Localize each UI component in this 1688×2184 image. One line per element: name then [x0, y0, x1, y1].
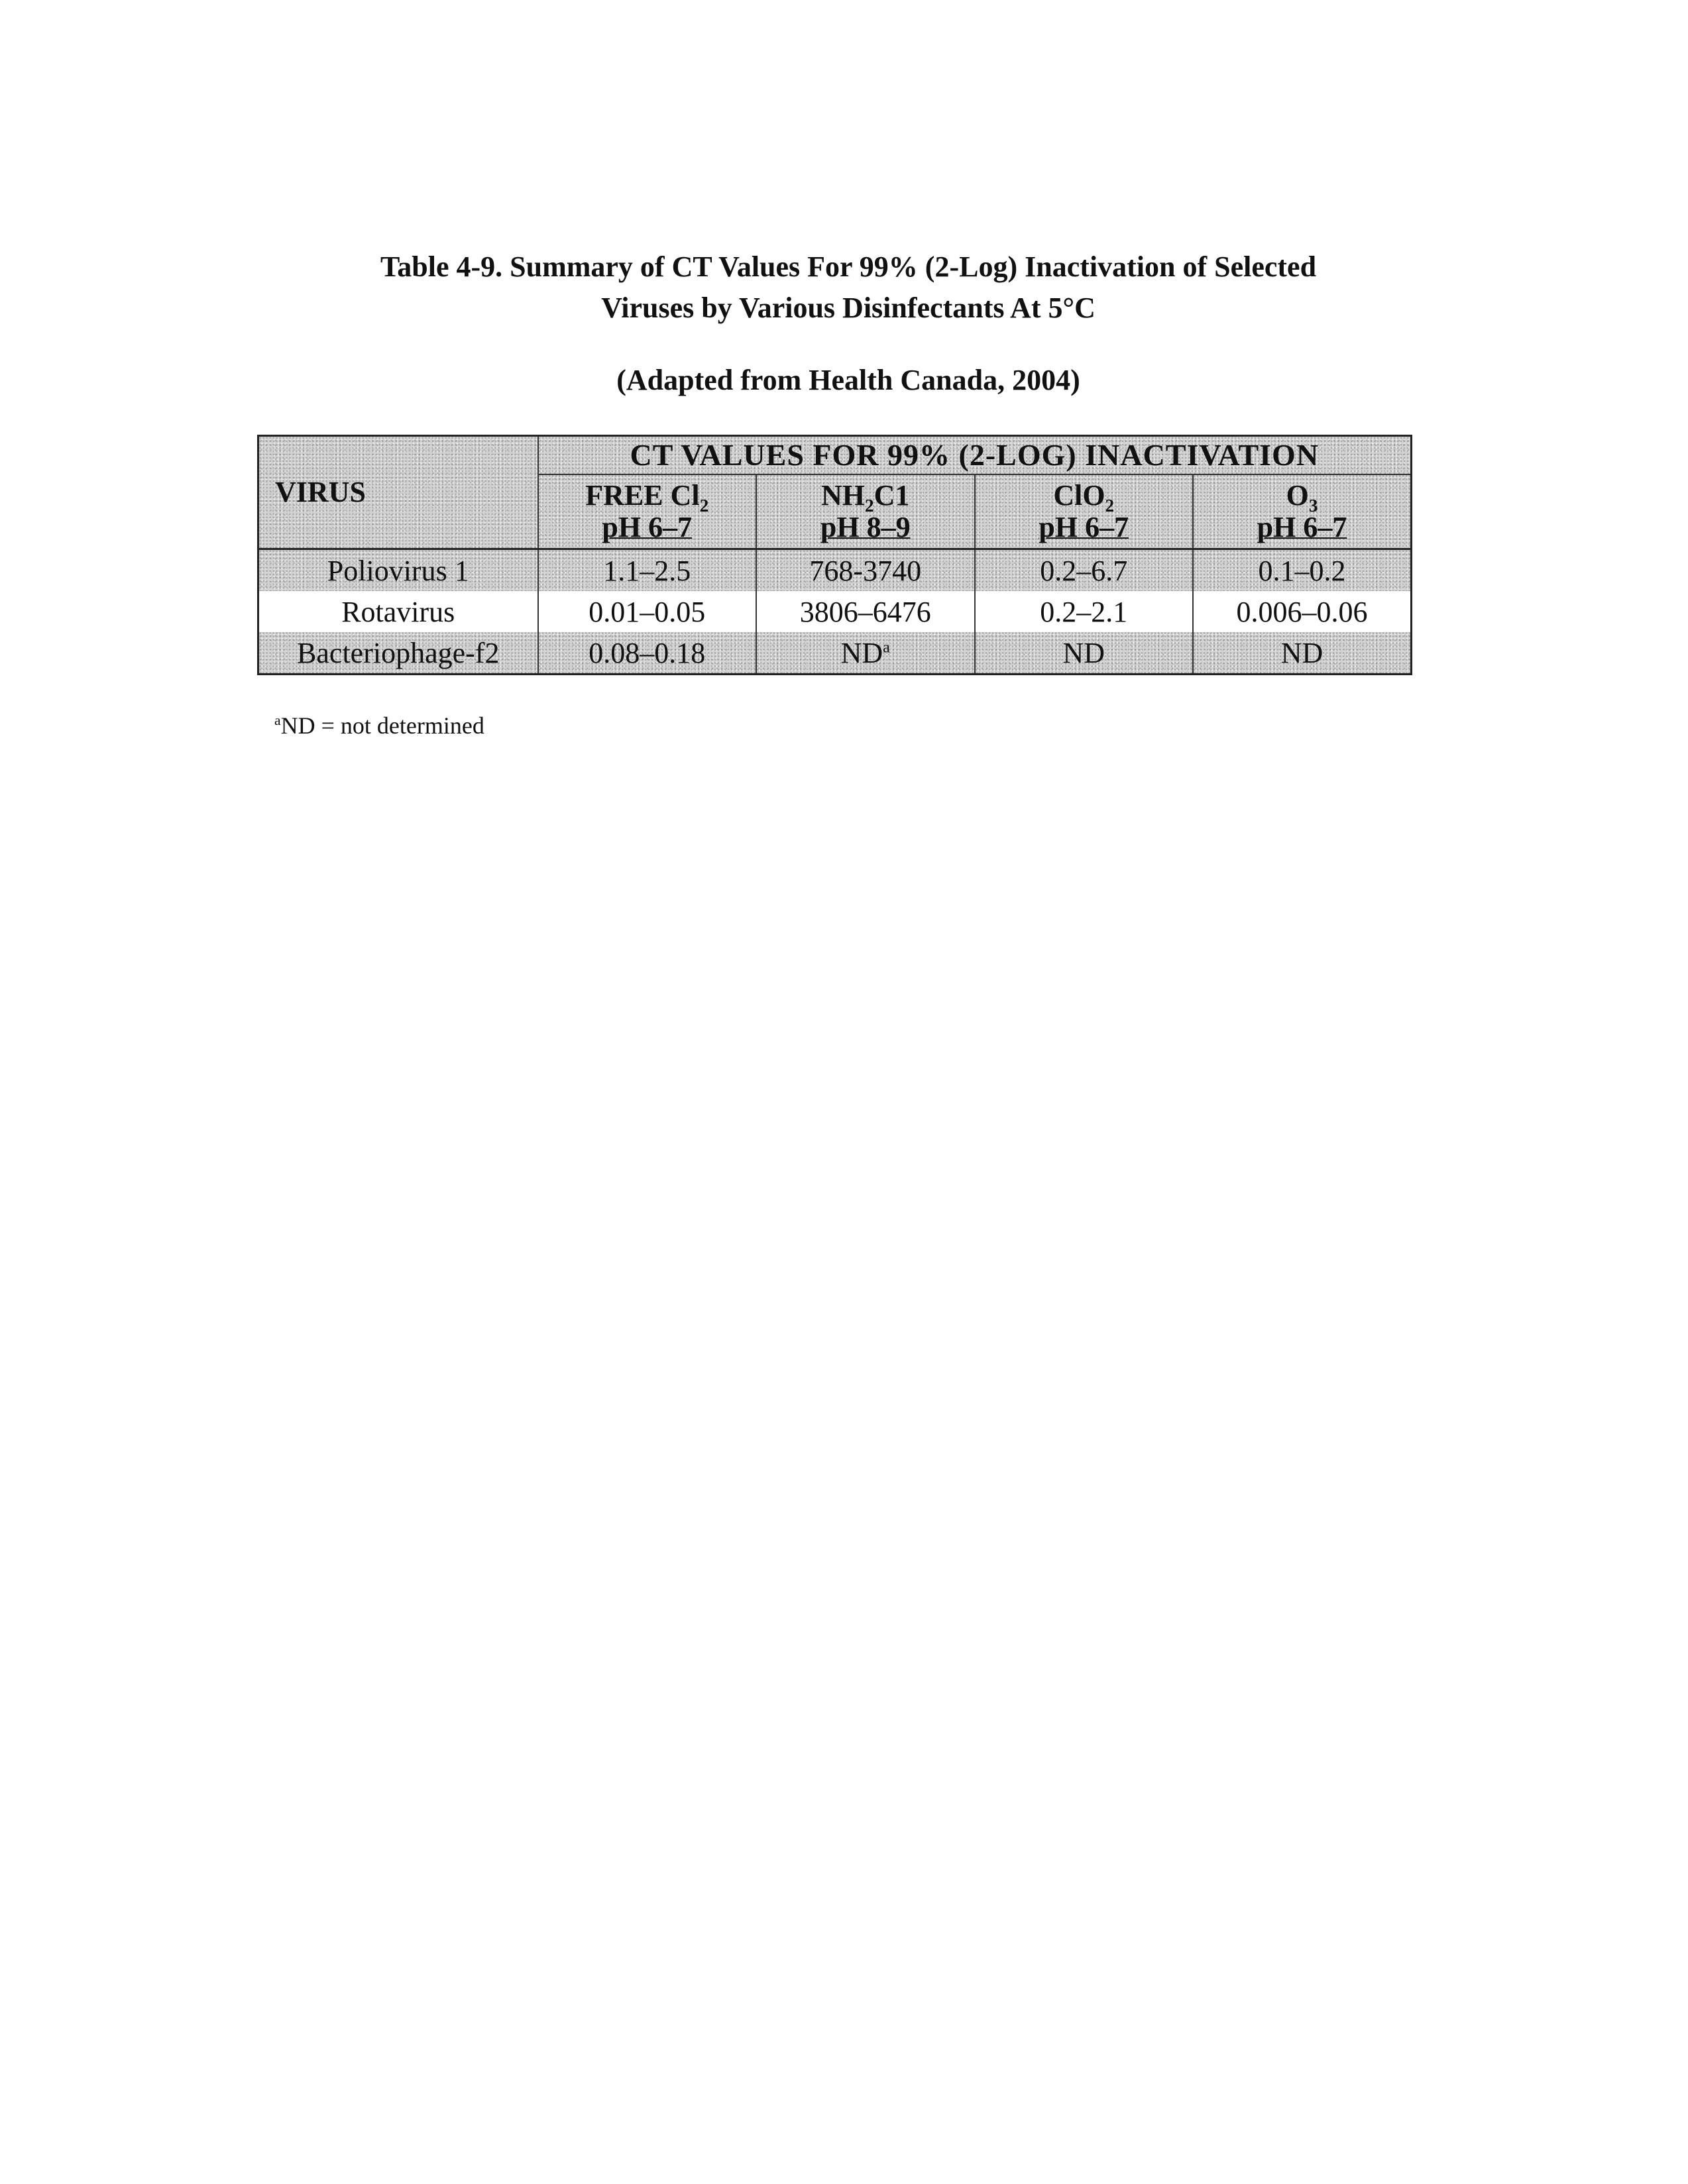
footnote-mark: a: [274, 712, 281, 728]
ct-value-cell: 1.1–2.5: [538, 549, 757, 592]
footnote-text: ND = not determined: [280, 712, 484, 739]
virus-name-cell: Bacteriophage-f2: [258, 632, 538, 675]
column-header-chlorine-dioxide: ClO$_2$ pH 6–7: [975, 474, 1194, 549]
ct-value-cell: ND: [975, 632, 1194, 675]
table-footnote: [274, 711, 484, 740]
virus-column-header: VIRUS: [258, 436, 538, 549]
table-row: [258, 549, 1412, 592]
ct-value-cell: 0.006–0.06: [1193, 591, 1412, 632]
footnote-marker: a: [883, 637, 890, 656]
table-title: [265, 246, 1432, 329]
table-title-line-2: Viruses by Various Disinfectants At 5°C: [601, 292, 1096, 324]
table-row: [258, 632, 1412, 675]
ct-value-cell: 0.2–6.7: [975, 549, 1194, 592]
ct-value-cell: $ND^a$: [756, 632, 975, 675]
table-row: [258, 591, 1412, 632]
column-header-free-chlorine: FREE $Cl_2$ pH 6–7: [538, 474, 757, 549]
table-title-line-1: Table 4-9. Summary of CT Values For 99% (2-Log) Inactivation of Selected: [380, 250, 1317, 283]
ct-value-cell: 0.01–0.05: [538, 591, 757, 632]
ct-value-cell: 3806–6476: [756, 591, 975, 632]
ct-group-header: CT VALUES FOR 99% (2-LOG) INACTIVATION: [538, 436, 1412, 475]
ct-value-cell: 0.1–0.2: [1193, 549, 1412, 592]
ct-value-cell: ND: [1193, 632, 1412, 675]
ct-value-cell: 0.2–2.1: [975, 591, 1194, 632]
ct-value-cell: 0.08–0.18: [538, 632, 757, 675]
virus-name-cell: Rotavirus: [258, 591, 538, 632]
column-header-ozone: $O_3$ pH 6–7: [1193, 474, 1412, 549]
ct-value-cell: 768-3740: [756, 549, 975, 592]
ct-values-table: [257, 435, 1412, 675]
column-header-chloramine: $NH_2C1$ pH 8–9: [756, 474, 975, 549]
table-source: (Adapted from Health Canada, 2004): [616, 364, 1080, 396]
virus-name-cell: Poliovirus 1: [258, 549, 538, 592]
